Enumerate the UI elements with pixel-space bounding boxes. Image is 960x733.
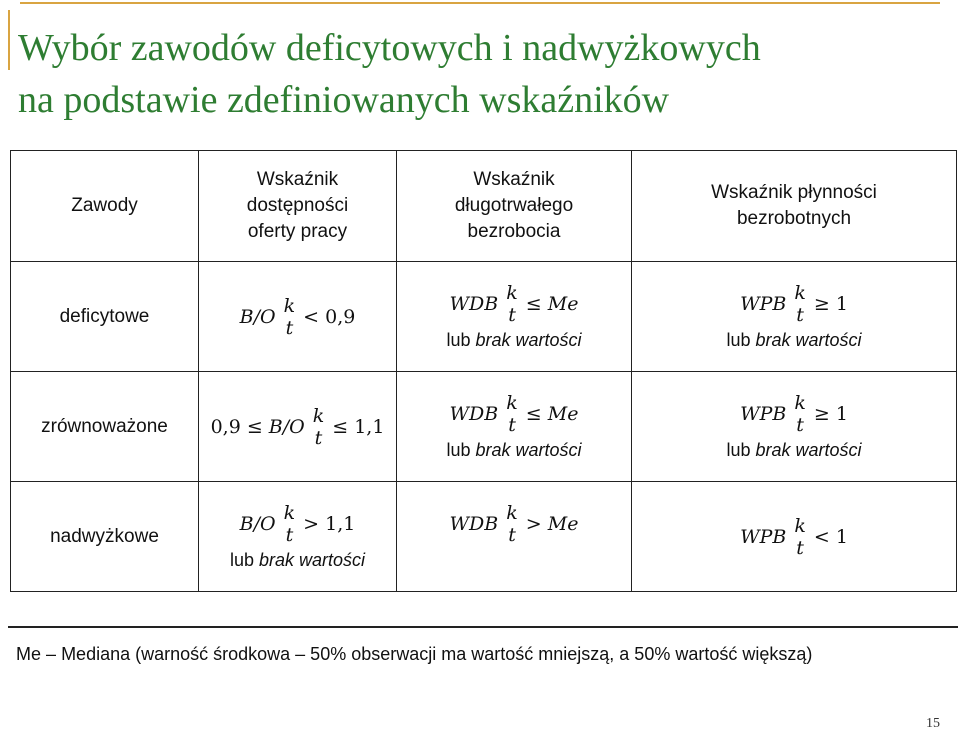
formula-symbol: B/O — [239, 513, 276, 535]
note-lub: lub — [446, 440, 471, 460]
table-row — [11, 262, 957, 372]
formula-prefix: 0,9 ≤ — [210, 415, 263, 438]
page-number: 15 — [926, 716, 940, 731]
title-line-1: Wybór zawodów deficytowych i nadwyżkowych — [18, 27, 761, 69]
note-lub: lub — [726, 440, 751, 460]
formula-relation: < 1 — [813, 525, 848, 548]
header-dostepnosc — [199, 151, 397, 262]
formula-sup: k — [506, 501, 518, 524]
note-brak: brak wartości — [475, 330, 582, 350]
note-lub: lub — [446, 330, 471, 350]
formula-symbol: B/O — [268, 415, 305, 438]
table-header-row — [11, 151, 957, 262]
formula-relation: > Me — [525, 512, 579, 535]
left-accent-line — [8, 10, 10, 70]
formula-note — [638, 440, 950, 461]
formula — [240, 295, 356, 339]
formula-symbol: WDB — [449, 403, 499, 425]
formula-index — [794, 392, 806, 436]
formula-symbol: WPB — [740, 293, 787, 315]
note-brak: brak wartości — [755, 440, 862, 460]
formula-symbol: WDB — [449, 512, 499, 535]
formula-cell — [397, 482, 632, 592]
formula-index — [506, 502, 518, 546]
formula-symbol: B/O — [239, 305, 276, 328]
formula-sup: k — [312, 404, 325, 427]
formula-sub: t — [508, 523, 516, 546]
formula-sub: t — [508, 414, 516, 436]
formula-sub: t — [285, 524, 294, 546]
formula — [450, 282, 579, 326]
note-brak: brak wartości — [755, 330, 862, 350]
formula-note — [638, 330, 950, 351]
table-row — [11, 482, 957, 592]
formula-note — [403, 550, 625, 572]
header-bezrobocie — [397, 151, 632, 262]
formula-index — [794, 515, 806, 559]
formula-symbol: WPB — [740, 403, 787, 425]
formula-relation: < 0,9 — [303, 305, 356, 328]
formula-cell — [397, 262, 632, 372]
formula-relation: > 1,1 — [303, 513, 356, 535]
formula — [240, 502, 356, 546]
row-category: zrównoważone — [11, 372, 199, 482]
formula-sup: k — [283, 502, 296, 524]
formula-note — [205, 550, 390, 571]
slide-title — [18, 22, 948, 126]
title-line-2: na podstawie zdefiniowanych wskaźników — [18, 79, 670, 121]
formula-cell — [199, 262, 397, 372]
formula-index — [794, 282, 806, 326]
formula-index — [313, 405, 325, 449]
header-plynnosc-text: Wskaźnik płynności bezrobotnych — [711, 182, 877, 229]
formula — [211, 405, 385, 449]
formula-sup: k — [283, 294, 296, 317]
formula-relation: ≤ 1,1 — [332, 415, 385, 438]
formula-symbol: WPB — [740, 525, 787, 548]
note-brak: brak wartości — [475, 440, 582, 460]
formula-symbol: WDB — [449, 293, 499, 315]
note-lub: lub — [726, 330, 751, 350]
top-accent-line — [20, 2, 940, 4]
footnote — [16, 644, 812, 665]
formula-sup: k — [506, 392, 518, 414]
formula-index — [506, 282, 518, 326]
formula-cell — [397, 372, 632, 482]
row-category: nadwyżkowe — [11, 482, 199, 592]
formula-note — [403, 440, 625, 461]
formula-cell — [632, 262, 957, 372]
footnote-text: Mediana (warność środkowa – 50% obserwacji ma wartość mniejszą, a 50% wartość większą) — [61, 644, 813, 664]
formula-cell — [199, 372, 397, 482]
formula-relation: ≤ Me — [525, 403, 579, 425]
formula-cell — [199, 482, 397, 592]
formula-sup: k — [794, 282, 806, 304]
formula-sub: t — [796, 414, 804, 436]
formula — [450, 392, 579, 436]
footnote-divider — [8, 626, 958, 628]
formula-index — [506, 392, 518, 436]
formula — [450, 502, 579, 546]
formula-sub: t — [796, 536, 804, 559]
formula-sub: t — [285, 316, 294, 339]
note-brak: brak wartości — [259, 550, 366, 570]
formula — [740, 392, 848, 436]
footnote-term: Me — [16, 644, 42, 664]
formula-sup: k — [794, 392, 806, 414]
formula-relation: ≤ Me — [525, 293, 579, 315]
formula-sub: t — [508, 304, 516, 326]
formula-cell — [632, 482, 957, 592]
header-plynnosc — [632, 151, 957, 262]
formula-note — [403, 330, 625, 351]
formula-sub: t — [314, 426, 323, 449]
indicator-table — [10, 150, 957, 592]
formula-sub: t — [796, 304, 804, 326]
formula — [740, 282, 848, 326]
footnote-dash: – — [46, 644, 57, 664]
note-lub: lub — [229, 550, 254, 570]
formula-index — [284, 502, 296, 546]
header-bezrobocie-text: Wskaźnik długotrwałego bezrobocia — [454, 169, 574, 242]
formula-sup: k — [506, 282, 518, 304]
formula-relation: ≥ 1 — [813, 403, 848, 425]
row-category: deficytowe — [11, 262, 199, 372]
header-zawody: Zawody — [11, 151, 199, 262]
formula-index — [284, 295, 296, 339]
header-dostepnosc-text: Wskaźnik dostępności oferty pracy — [246, 169, 349, 242]
formula — [740, 515, 848, 559]
table-row — [11, 372, 957, 482]
formula-cell — [632, 372, 957, 482]
formula-relation: ≥ 1 — [813, 293, 848, 315]
formula-sup: k — [794, 514, 806, 537]
